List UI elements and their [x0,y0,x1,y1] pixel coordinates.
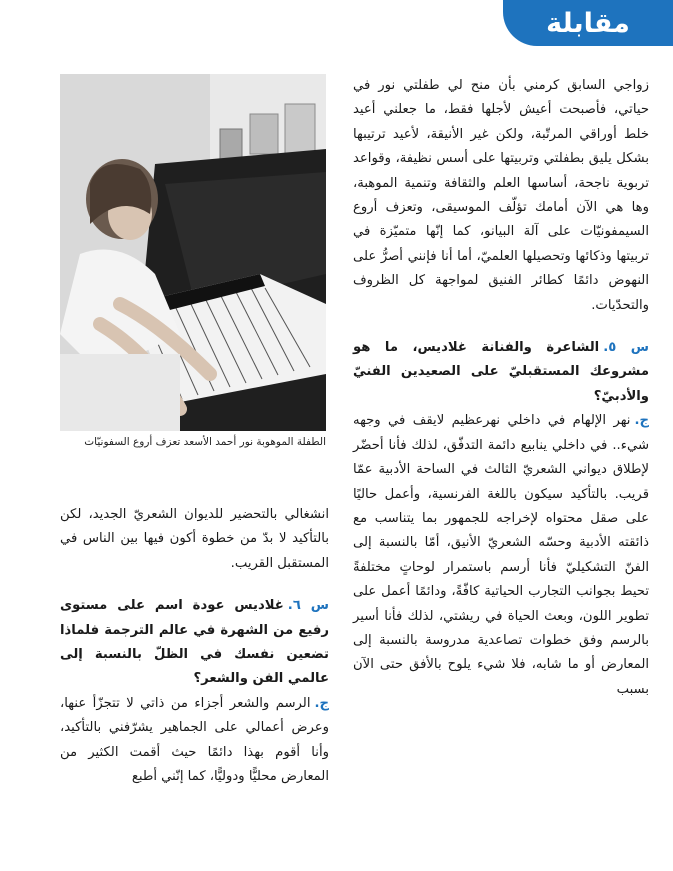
question-text: الشاعرة والفنانة غلاديس، ما هو مشروعك المستقبليّ على الصعيدين الفنيّ والأدبيّ؟ [353,340,649,404]
question-6 [60,594,329,692]
photo-caption: الطفلة الموهوبة نور أحمد الأسعد تعزف أروع السفونيّات [84,436,326,448]
question-tag: س ٦. [287,598,329,614]
answer-tag: ج. [314,695,329,711]
answer-6 [60,692,329,790]
question-5 [353,336,649,409]
paragraph: انشغالي بالتحضير للديوان الشعريّ الجديد، لكن بالتأكيد لا بدّ من خطوة أكون فيها بين الناس في المستقبل القريب. [60,507,329,571]
girl-playing-piano-photo [60,74,326,431]
left-column [60,503,329,789]
right-column [353,74,649,702]
paragraph: زواجي السابق كرمني بأن منح لي طفلتي نور في حياتي، فأصبحت أعيش لأجلها فقط، ما جعلني أعيد خلط أوراقي المرتّبة، ولكن غير الأنيقة، لأعيد ترتيبها بشكل يليق بطفلتي وتربيتها على أسس نظيفة، وقواعد تربوية ناجحة، أساسها العلم والثقافة وتنمية الموهبة، وها هي الآن أمامك تؤلّف الموسيقى، وتعزف أروع السيمفونيّات على آلة البيانو، كما إنّها متميّزة في تربيتها وذكائها وتحصيلها العلميّ، أما أنا فإنني أصرُّ على النهوض دائمًا كطائر الفنيق لمواجهة كل الظروف والتحدّيات. [353,78,649,313]
answer-5 [353,409,649,702]
section-title: مقابلة [546,7,630,39]
answer-tag: ج. [634,413,649,429]
answer-text: الرسم والشعر أجزاء من ذاتي لا تتجزّأ عنها، وعرض أعمالي على الجماهير يشرّفني بالتأكيد، وأنا أقوم بهذا دائمًا حيث أقمت الكثير من المعارض محليًّا ودوليًّا، كما إنّني أطبع [60,695,329,785]
question-text: غلاديس عودة اسم على مستوى رفيع من الشهرة في عالم الترجمة فلماذا تضعين نفسك في الظلّ بالنسبة إلى عالمي الفن والشعر؟ [60,598,329,687]
question-tag: س ٥. [603,340,649,356]
answer-text: نهر الإلهام في داخلي نهرعظيم لايقف في وجهه شيء.. في داخلي ينابيع دائمة التدفّق، لذلك فأنا أحضّر لإطلاق ديواني الشعريّ الثالث في الساحة الأدبية عمّا قريب. بالتأكيد سيكون باللغة الفرنسية، وأعمل حاليًا على صقل محتواه لإخراجه للجمهور بما يتناسب مع ذائقته الأدبية وحسّه الشعريّ الأنيق، أمّا بالنسبة إلى الفنّ التشكيليّ فأنا أرسم باستمرار لوحاتٍ مختلفةً تحيط بجوانب التجارب الحياتية كافّةً، ودائمًا أعمل على تطوير اللون، وبعث الحياة في ريشتي، لذلك فأنا أسير بالرسم وفق خطوات تصاعدية مدروسة بالنسبة إلى المعارض أو ما شابه، فلا شيء يلوح بالأفق حتى الآن بسبب [353,413,649,697]
section-header-tab [503,0,673,46]
photo-illustration [60,74,326,431]
